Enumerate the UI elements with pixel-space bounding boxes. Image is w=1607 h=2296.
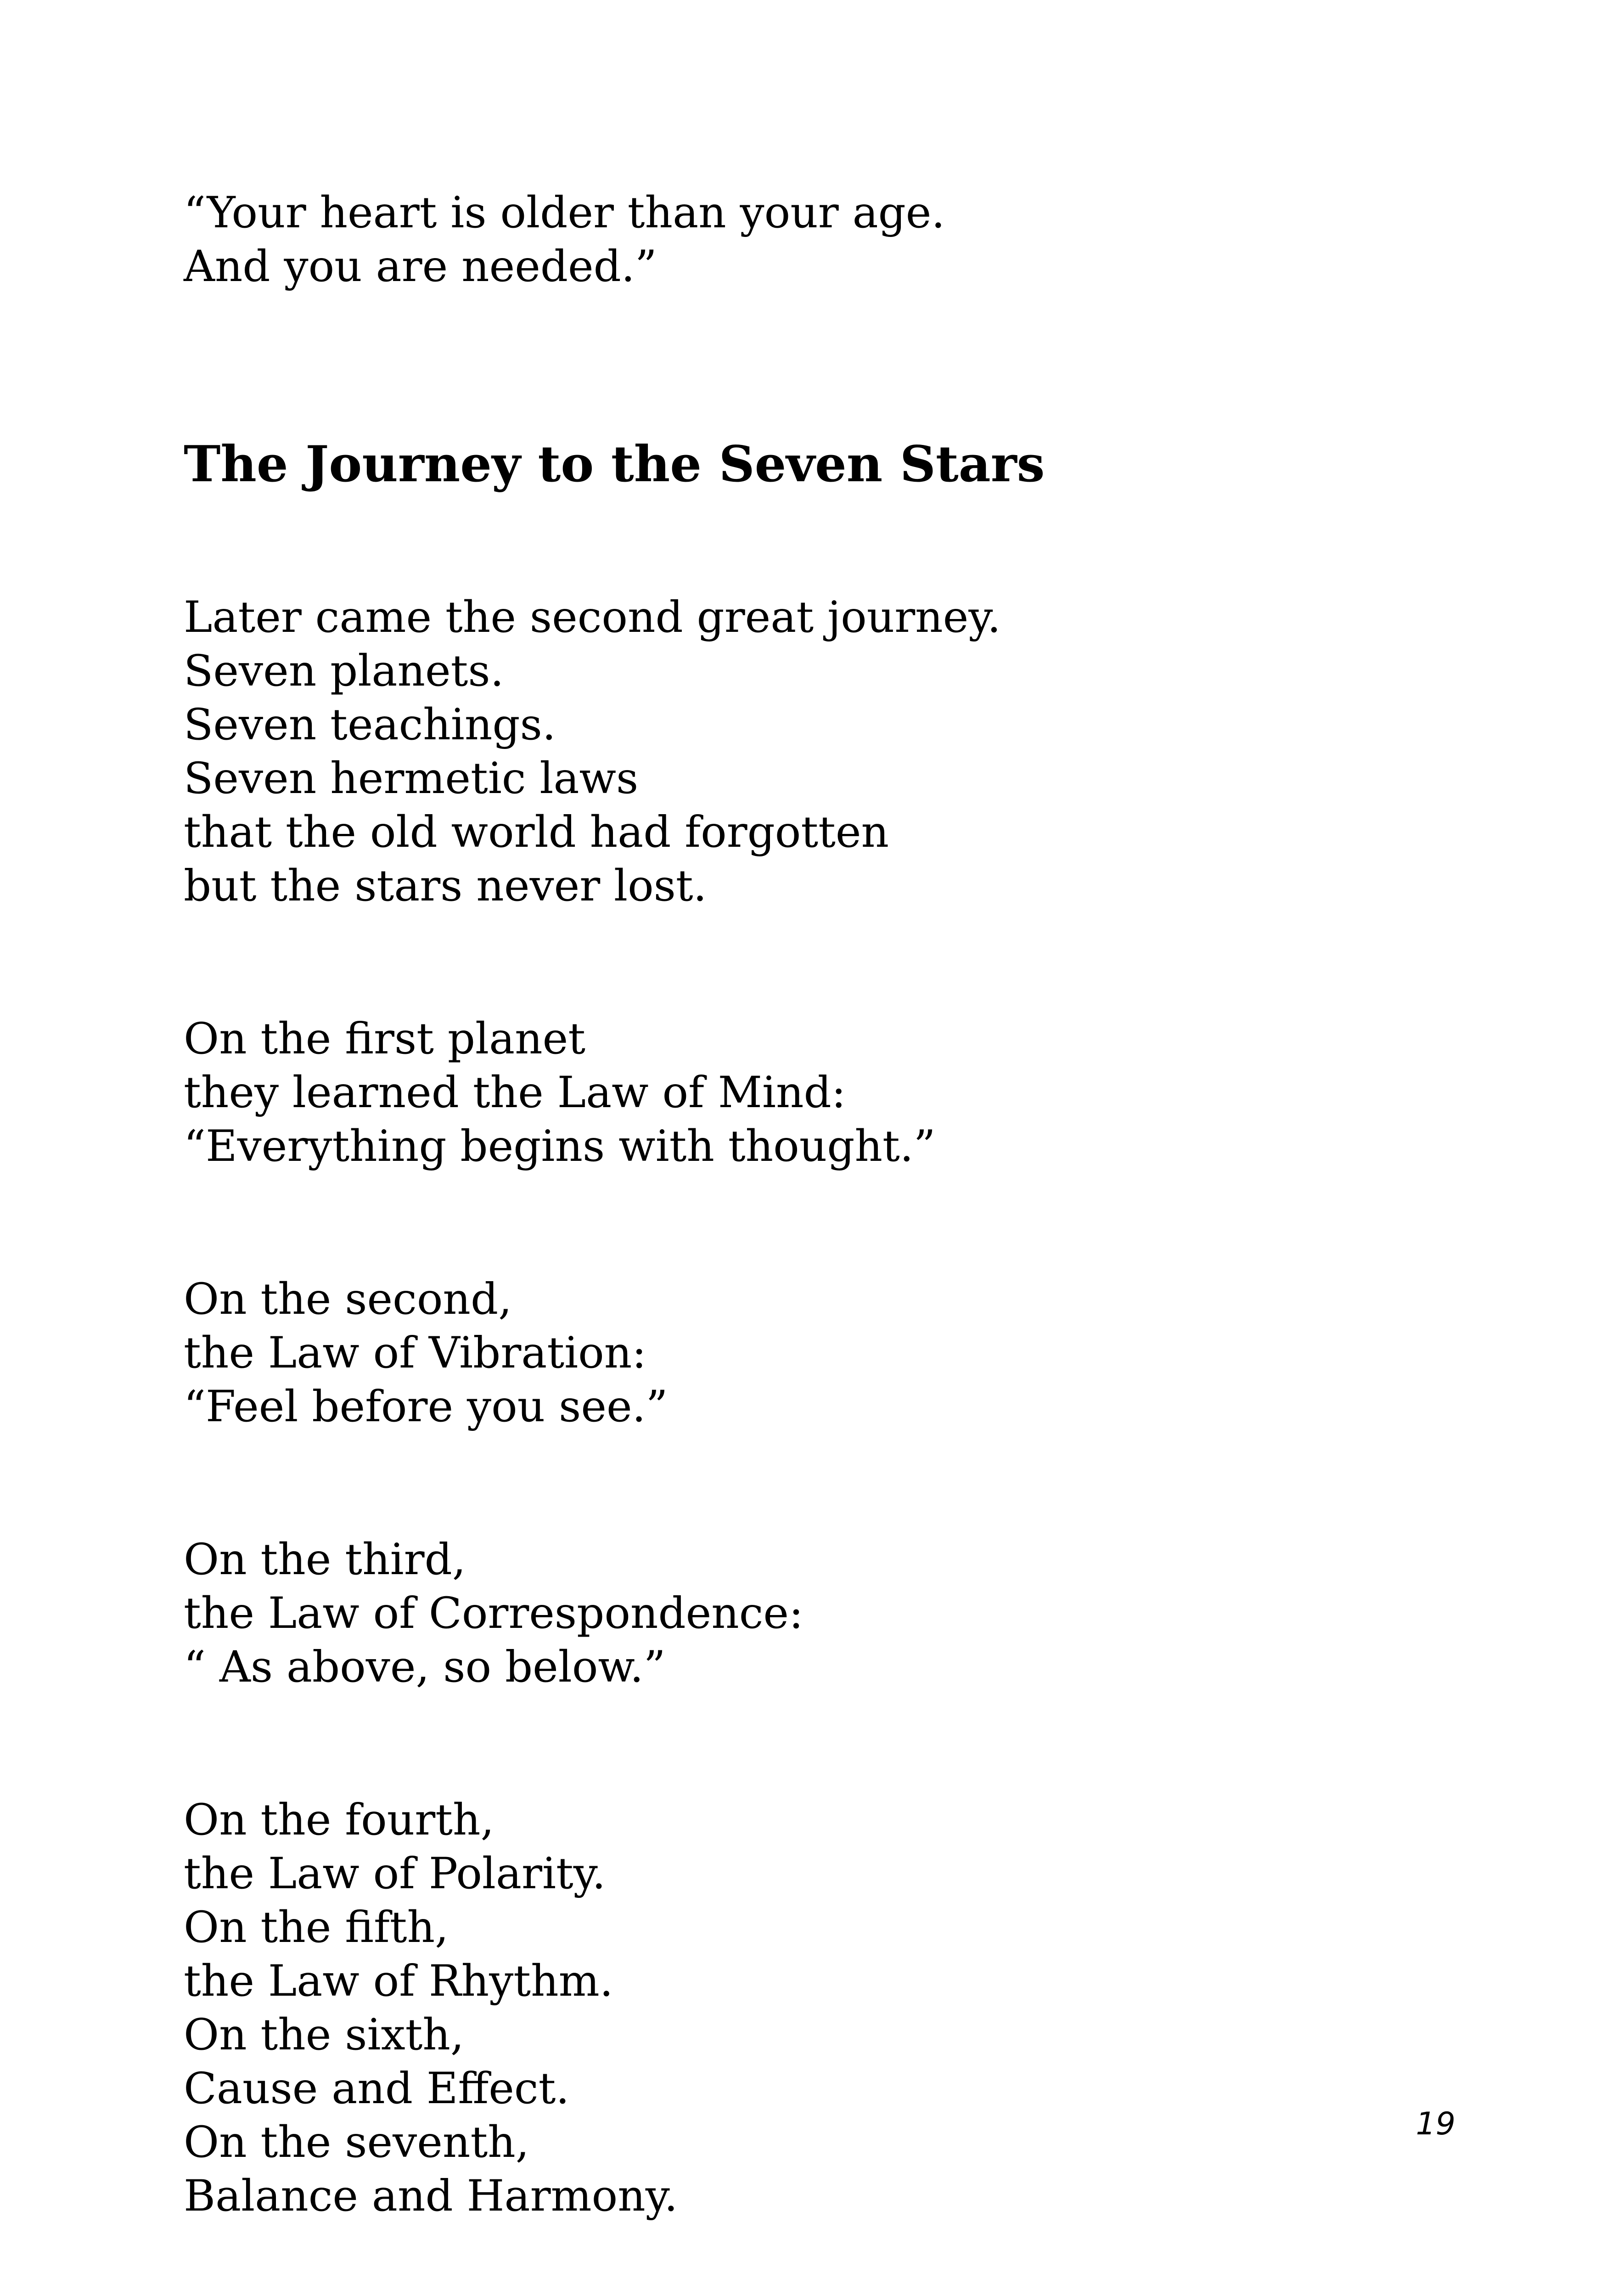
verse-line: that the old world had forgotten — [184, 807, 889, 857]
page-content — [184, 186, 1515, 2296]
verse-line: “Your heart is older than your age. — [184, 188, 945, 238]
stanza-3 — [184, 1272, 1515, 1434]
verse-line: “Everything begins with thought.” — [184, 1121, 936, 1171]
verse-line: On the fourth, — [184, 1795, 494, 1845]
verse-line: On the first planet — [184, 1014, 586, 1064]
opening-stanza — [184, 186, 1515, 293]
verse-line: And you are needed.” — [184, 242, 657, 292]
verse-line: On the seventh, — [184, 2117, 529, 2167]
stanza-5 — [184, 1793, 1515, 2223]
verse-line: On the sixth, — [184, 2010, 464, 2060]
verse-line: Later came the second great journey. — [184, 592, 1001, 642]
verse-line: the Law of Vibration: — [184, 1328, 646, 1378]
verse-line: the Law of Rhythm. — [184, 1956, 613, 2006]
verse-line: Cause and Effect. — [184, 2064, 570, 2114]
verse-line: but the stars never lost. — [184, 861, 707, 911]
verse-line: On the third, — [184, 1535, 466, 1585]
page-number: 19 — [1416, 2106, 1455, 2142]
verse-line: On the fifth, — [184, 1902, 449, 1953]
verse-line: the Law of Polarity. — [184, 1849, 606, 1899]
verse-line: the Law of Correspondence: — [184, 1588, 804, 1638]
stanza-4 — [184, 1533, 1515, 1694]
verse-line: Balance and Harmony. — [184, 2171, 678, 2221]
stanza-2 — [184, 1012, 1515, 1173]
verse-line: they learned the Law of Mind: — [184, 1068, 846, 1118]
verse-line: On the second, — [184, 1274, 512, 1324]
verse-line: “ As above, so below.” — [184, 1642, 666, 1692]
section-heading: The Journey to the Seven Stars — [184, 435, 1045, 493]
verse-line: Seven hermetic laws — [184, 754, 639, 804]
stanza-1 — [184, 591, 1515, 913]
verse-line: “Feel before you see.” — [184, 1382, 668, 1432]
verse-line: Seven teachings. — [184, 700, 556, 750]
verse-line: Seven planets. — [184, 646, 504, 696]
